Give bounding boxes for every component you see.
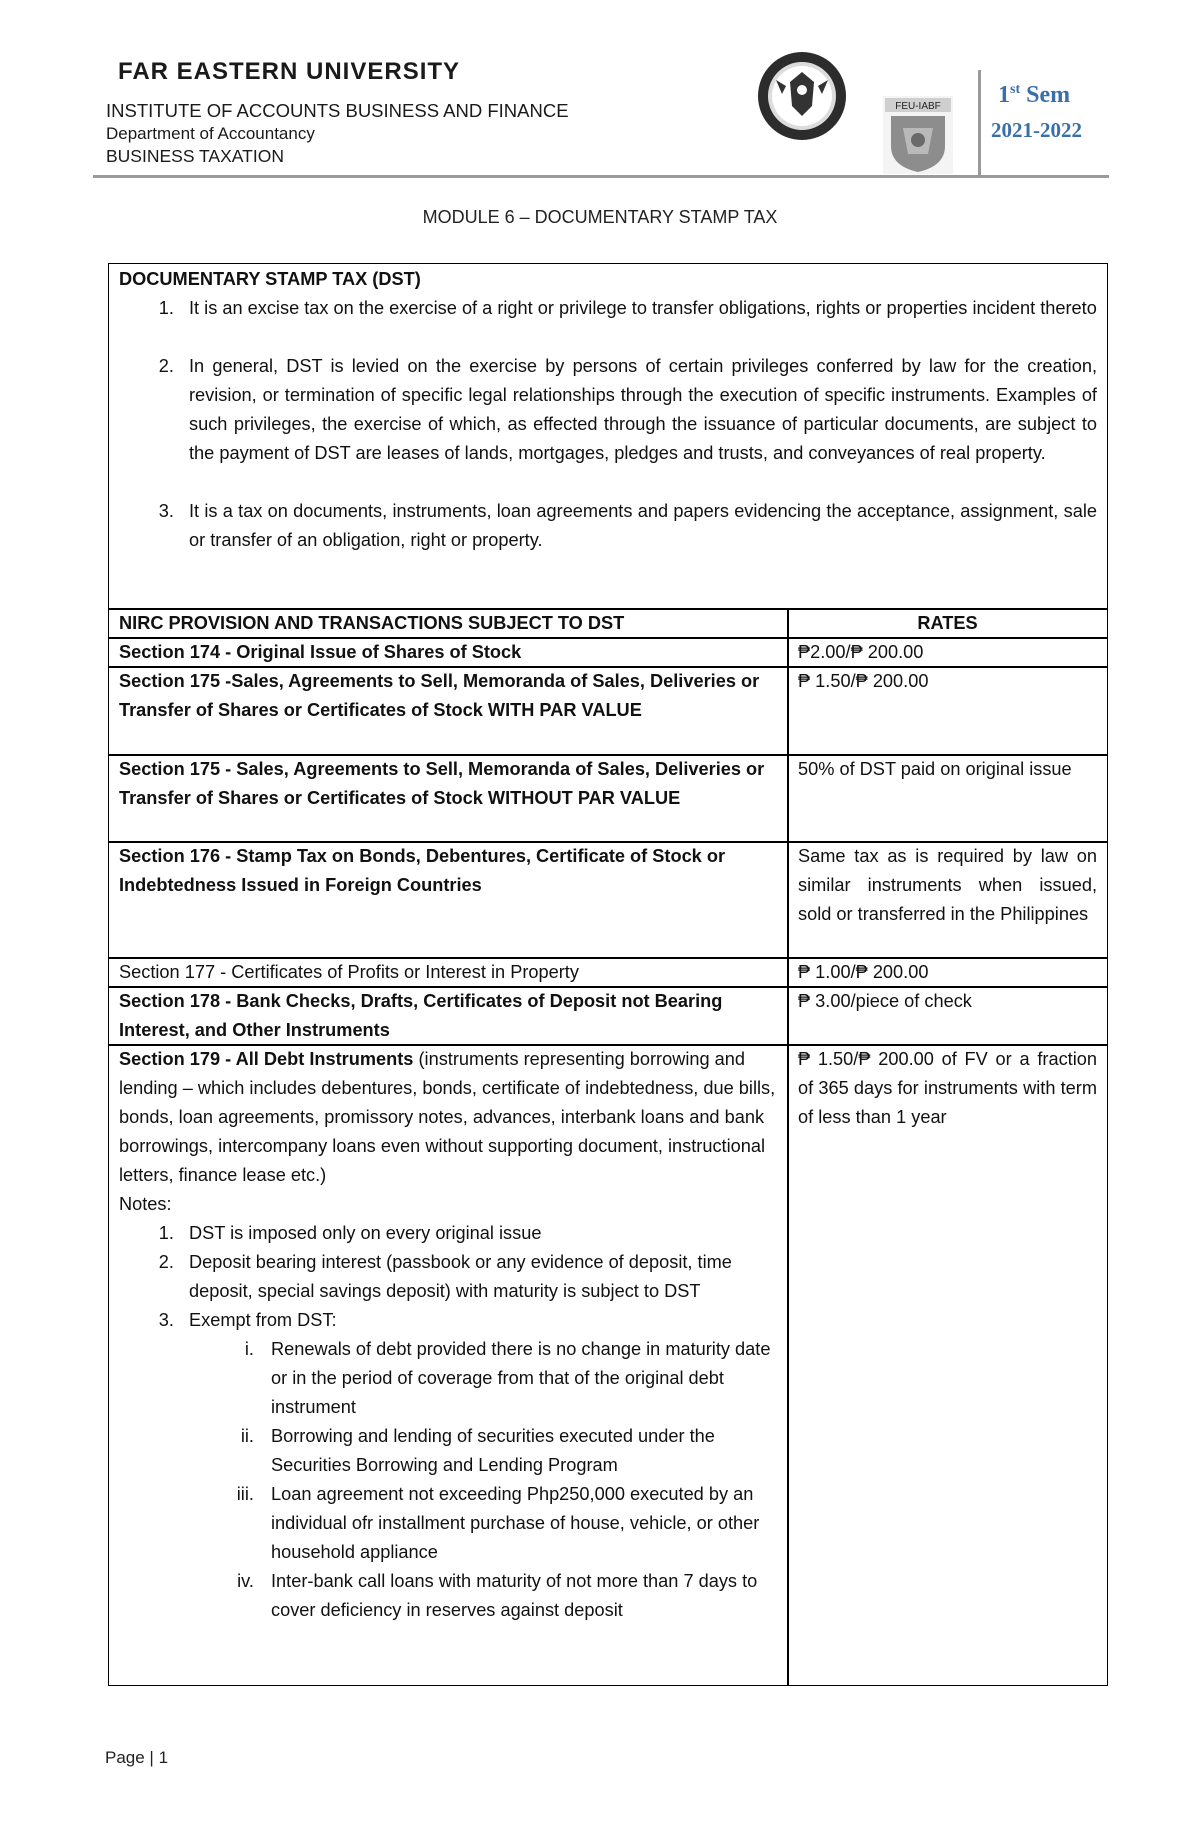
section-179-title: Section 179 - All Debt Instruments	[119, 1049, 414, 1069]
semester-label: 1st Sem	[998, 82, 1071, 108]
exemption-item: ii. Borrowing and lending of securities executed under the Securities Borrowing and Lending Program	[259, 1422, 778, 1480]
university-seal-logo	[756, 50, 848, 142]
table-row-rate: ₱ 1.00/₱ 200.00	[787, 957, 1108, 988]
table-row-rate: ₱ 1.50/₱ 200.00	[787, 666, 1108, 756]
note-item: 3. Exempt from DST:	[179, 1306, 778, 1335]
section-179-rate: ₱ 1.50/₱ 200.00 of FV or a fraction of 365 days for instruments with term of less than 1 year	[787, 1044, 1108, 1686]
intro-title: DOCUMENTARY STAMP TAX (DST)	[119, 269, 421, 289]
note-item: 1. DST is imposed only on every original issue	[179, 1219, 778, 1248]
intro-point: 1. It is an excise tax on the exercise of a right or privilege to transfer obligations, rights or properties incident thereto	[179, 294, 1097, 323]
table-row-provision: Section 175 - Sales, Agreements to Sell, Memoranda of Sales, Deliveries or Transfer of Shares or Certificates of Stock WITHOUT PAR VALUE	[108, 754, 789, 843]
intro-points	[119, 294, 1097, 555]
intro-point: 2. In general, DST is levied on the exercise by persons of certain privileges conferred by law for the creation, revision, or termination of specific legal relationships through the execution of specific instruments. Examples of such privileges, the exercise of which, as effected through the issuance of particular documents, are subject to the payment of DST are leases of lands, mortgages, pledges and trusts, and conveyances of real property.	[179, 352, 1097, 468]
header-divider	[93, 175, 1109, 178]
section-179-provision	[108, 1044, 789, 1686]
exemption-item: iv. Inter-bank call loans with maturity of not more than 7 days to cover deficiency in reserves against deposit	[259, 1567, 778, 1625]
exemption-item: i. Renewals of debt provided there is no change in maturity date or in the period of coverage from that of the original debt instrument	[259, 1335, 778, 1422]
school-year: 2021-2022	[991, 118, 1082, 142]
institute-name: INSTITUTE OF ACCOUNTS BUSINESS AND FINANCE	[106, 100, 569, 121]
subject-name: BUSINESS TAXATION	[106, 146, 284, 166]
table-row-provision: Section 176 - Stamp Tax on Bonds, Debentures, Certificate of Stock or Indebtedness Issued in Foreign Countries	[108, 841, 789, 959]
exemptions-list	[119, 1335, 778, 1625]
table-row-provision: Section 178 - Bank Checks, Drafts, Certificates of Deposit not Bearing Interest, and Other Instruments	[108, 986, 789, 1046]
page-number: Page | 1	[105, 1748, 169, 1767]
table-header-provision: NIRC PROVISION AND TRANSACTIONS SUBJECT TO DST	[108, 608, 789, 639]
university-name: FAR EASTERN UNIVERSITY	[118, 58, 461, 85]
table-row-provision: Section 175 -Sales, Agreements to Sell, Memoranda of Sales, Deliveries or Transfer of Shares or Certificates of Stock WITH PAR VALUE	[108, 666, 789, 756]
table-row-rate: Same tax as is required by law on similar instruments when issued, sold or transferred in the Philippines	[787, 841, 1108, 959]
section-179-description: Section 179 - All Debt Instruments (instruments representing borrowing and lending – which includes debentures, bonds, certificate of indebtedness, due bills, bonds, loan agreements, promissory notes, advances, interbank loans and bank borrowings, intercompany loans even without supporting document, instructional letters, finance lease etc.)	[119, 1049, 776, 1185]
crest-label: FEU-IABF	[895, 101, 941, 112]
dst-document-table	[108, 263, 1108, 1686]
feu-iabf-crest-logo	[883, 96, 953, 174]
table-row-rate: ₱2.00/₱ 200.00	[787, 637, 1108, 668]
intro-section	[108, 263, 1108, 610]
note-item: 2. Deposit bearing interest (passbook or any evidence of deposit, time deposit, special savings deposit) with maturity is subject to DST	[179, 1248, 778, 1306]
exemption-item: iii. Loan agreement not exceeding Php250,000 executed by an individual ofr installment purchase of house, vehicle, or other household appliance	[259, 1480, 778, 1567]
table-row-rate: 50% of DST paid on original issue	[787, 754, 1108, 843]
notes-label: Notes:	[119, 1194, 172, 1214]
module-title: MODULE 6 – DOCUMENTARY STAMP TAX	[422, 207, 778, 227]
department-name: Department of Accountancy	[106, 124, 315, 143]
table-row-provision: Section 174 - Original Issue of Shares of Stock	[108, 637, 789, 668]
table-header-rates: RATES	[787, 608, 1108, 639]
table-row-rate: ₱ 3.00/piece of check	[787, 986, 1108, 1046]
intro-point: 3. It is a tax on documents, instruments, loan agreements and papers evidencing the acceptance, assignment, sale or transfer of an obligation, right or property.	[179, 497, 1097, 555]
notes-list	[119, 1219, 778, 1335]
header-vertical-divider	[978, 70, 981, 176]
table-row-provision: Section 177 - Certificates of Profits or Interest in Property	[108, 957, 789, 988]
